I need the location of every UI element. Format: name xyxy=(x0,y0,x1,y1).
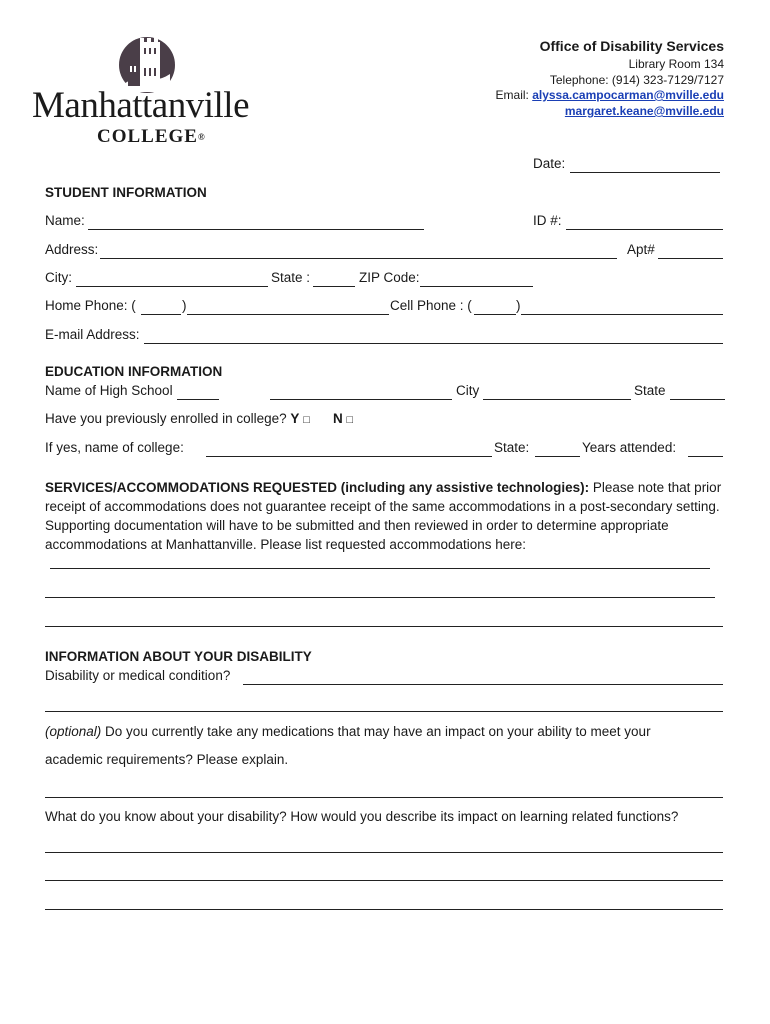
apt-label: Apt# xyxy=(627,242,655,257)
condition-line-2[interactable] xyxy=(45,711,723,712)
college-name-label: If yes, name of college: xyxy=(45,440,184,455)
no-label: N xyxy=(333,411,343,426)
address-field[interactable] xyxy=(100,258,617,259)
logo-college-text: COLLEGE xyxy=(97,126,198,147)
medications-line[interactable] xyxy=(45,797,723,798)
email-address-label: E-mail Address: xyxy=(45,327,140,342)
home-area-code-field[interactable] xyxy=(141,314,181,315)
email-address-field[interactable] xyxy=(144,343,723,344)
email-link-1[interactable]: alyssa.campocarman@mville.edu xyxy=(532,88,724,102)
name-label: Name: xyxy=(45,213,85,228)
accommodations-line-1[interactable] xyxy=(50,568,710,569)
yes-label: Y xyxy=(290,411,300,426)
address-label: Address: xyxy=(45,242,99,257)
city-label: City: xyxy=(45,270,72,285)
education-heading: EDUCATION INFORMATION xyxy=(45,364,223,379)
no-checkbox[interactable]: □ xyxy=(346,414,354,426)
optional-label: (optional) xyxy=(45,724,102,739)
disability-heading: INFORMATION ABOUT YOUR DISABILITY xyxy=(45,649,312,664)
years-attended-label: Years attended: xyxy=(582,440,677,455)
services-paragraph xyxy=(45,478,735,554)
office-title: Office of Disability Services xyxy=(539,38,724,54)
home-phone-field[interactable] xyxy=(187,314,389,315)
name-field[interactable] xyxy=(88,229,424,230)
yes-checkbox[interactable]: □ xyxy=(303,414,310,426)
knowledge-line-1[interactable] xyxy=(45,852,723,853)
knowledge-line-3[interactable] xyxy=(45,909,723,910)
date-label: Date: xyxy=(533,156,566,171)
cell-phone-field[interactable] xyxy=(521,314,723,315)
knowledge-question: What do you know about your disability? How would you describe its impact on learning related functions? xyxy=(45,809,679,824)
apt-field[interactable] xyxy=(658,258,723,259)
accommodations-line-2[interactable] xyxy=(45,597,715,598)
email-label: Email: xyxy=(495,88,529,102)
high-school-field-b[interactable] xyxy=(270,399,452,400)
office-room: Library Room 134 xyxy=(628,57,724,71)
high-school-label: Name of High School xyxy=(45,383,173,398)
cell-phone-label: Cell Phone : ( xyxy=(390,298,472,313)
logo-college xyxy=(97,126,206,148)
college-name-field[interactable] xyxy=(206,456,492,457)
cell-area-code-field[interactable] xyxy=(474,314,516,315)
date-field[interactable] xyxy=(570,172,720,173)
office-email-row xyxy=(496,88,724,102)
condition-label: Disability or medical condition? xyxy=(45,668,231,683)
cell-paren-close: ) xyxy=(516,298,521,313)
years-attended-field[interactable] xyxy=(688,456,723,457)
medications-question-2: academic requirements? Please explain. xyxy=(45,752,289,767)
zip-label: ZIP Code: xyxy=(359,270,420,285)
medications-text-1: Do you currently take any medications that may have an impact on your ability to meet your xyxy=(105,724,651,739)
home-phone-label: Home Phone: ( xyxy=(45,298,136,313)
home-paren-close: ) xyxy=(182,298,187,313)
state-label: State : xyxy=(271,270,311,285)
prev-enrolled-row xyxy=(45,411,310,426)
high-school-field-a[interactable] xyxy=(177,399,219,400)
accommodations-line-3[interactable] xyxy=(45,626,723,627)
no-option xyxy=(333,411,353,426)
condition-field[interactable] xyxy=(243,684,723,685)
knowledge-line-2[interactable] xyxy=(45,880,723,881)
registered-mark: ® xyxy=(197,132,206,142)
medications-question-1 xyxy=(45,724,651,739)
hs-state-label: State xyxy=(634,383,666,398)
id-label: ID #: xyxy=(533,213,562,228)
zip-field[interactable] xyxy=(420,286,533,287)
logo-wordmark: Manhattanville xyxy=(32,85,249,126)
hs-state-field[interactable] xyxy=(670,399,725,400)
services-text: Please note that prior receipt of accommodations does not guarantee receipt of the same accommodations in a post-secondary setting. Supporting documentation will have to be submitted and then reviewed in order to determine appropriate accommodations at Manhattanville. Please list requested accommodations here: xyxy=(45,480,722,552)
email-link-2[interactable]: margaret.keane@mville.edu xyxy=(564,104,724,118)
id-field[interactable] xyxy=(566,229,723,230)
state-field[interactable] xyxy=(313,286,355,287)
college-state-label: State: xyxy=(494,440,530,455)
hs-city-field[interactable] xyxy=(483,399,631,400)
services-heading: SERVICES/ACCOMMODATIONS REQUESTED (including any assistive technologies): xyxy=(45,480,590,495)
office-phone: Telephone: (914) 323-7129/7127 xyxy=(549,73,724,87)
student-heading: STUDENT INFORMATION xyxy=(45,185,207,200)
hs-city-label: City xyxy=(456,383,480,398)
city-field[interactable] xyxy=(76,286,268,287)
college-state-field[interactable] xyxy=(535,456,580,457)
prev-enrolled-label: Have you previously enrolled in college? xyxy=(45,411,287,426)
